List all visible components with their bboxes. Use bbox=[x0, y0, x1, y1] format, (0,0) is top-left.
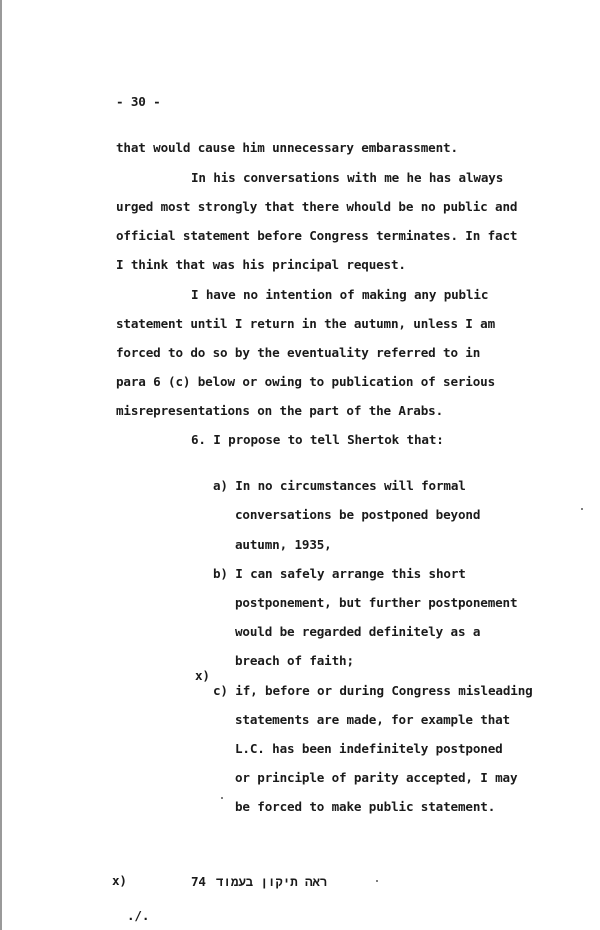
text-line: postponement, but further postponement bbox=[235, 595, 518, 610]
text-line: be forced to make public statement. bbox=[235, 799, 496, 814]
page-number: - 30 - bbox=[116, 94, 161, 109]
section-heading: 6. I propose to tell Shertok that: bbox=[191, 432, 444, 447]
bottom-mark: ./. bbox=[127, 908, 150, 923]
scan-edge bbox=[0, 0, 2, 930]
list-item-a: a) In no circumstances will formal bbox=[213, 478, 466, 493]
text-line: I have no intention of making any public bbox=[191, 287, 489, 302]
list-item-b: b) I can safely arrange this short bbox=[213, 566, 466, 581]
text-line: misrepresentations on the part of the Arabs. bbox=[116, 403, 444, 418]
text-line: statement until I return in the autumn, unless I am bbox=[116, 316, 496, 331]
footnote-marker: x) bbox=[195, 668, 210, 683]
text-line: autumn, 1935, bbox=[235, 537, 332, 552]
footnote-marker: x) bbox=[112, 873, 127, 888]
text-line: that would cause him unnecessary embarassment. bbox=[116, 140, 458, 155]
text-line: In his conversations with me he has always bbox=[191, 170, 504, 185]
text-line: conversations be postponed beyond bbox=[235, 507, 481, 522]
footnote-hebrew-text: ראה תיקון בעמוד bbox=[216, 874, 328, 889]
text-line: I think that was his principal request. bbox=[116, 257, 406, 272]
text-line: urged most strongly that there whould be no public and bbox=[116, 199, 518, 214]
list-item-c: c) if, before or during Congress misleading bbox=[213, 683, 533, 698]
text-line: would be regarded definitely as a bbox=[235, 624, 481, 639]
text-line: L.C. has been indefinitely postponed bbox=[235, 741, 503, 756]
scan-speck bbox=[581, 508, 583, 510]
scan-speck bbox=[221, 797, 223, 799]
text-line: statements are made, for example that bbox=[235, 712, 510, 727]
text-line: breach of faith; bbox=[235, 653, 354, 668]
text-line: official statement before Congress terminates. In fact bbox=[116, 228, 518, 243]
text-line: para 6 (c) below or owing to publication of serious bbox=[116, 374, 496, 389]
text-line: forced to do so by the eventuality referred to in bbox=[116, 345, 481, 360]
text-line: or principle of parity accepted, I may bbox=[235, 770, 518, 785]
footnote-page-number: 74 bbox=[191, 874, 206, 889]
scan-speck bbox=[376, 880, 378, 882]
